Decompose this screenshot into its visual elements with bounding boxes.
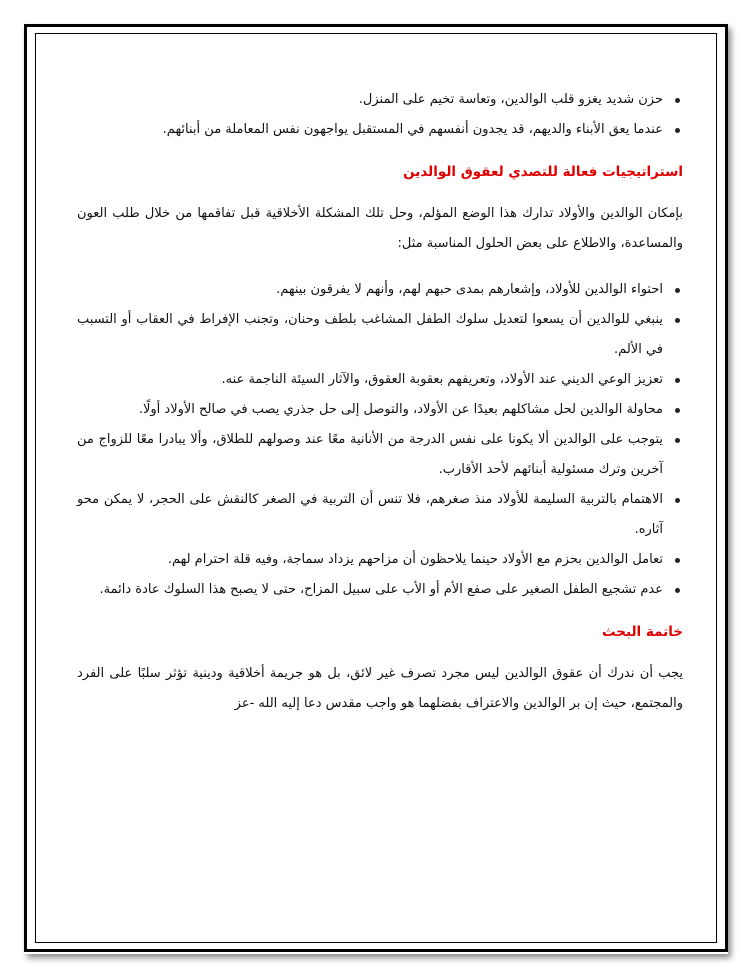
intro-bullet-list — [77, 85, 683, 145]
list-item: تعزيز الوعي الديني عند الأولاد، وتعريفهم بعقوبة العقوق، والآثار السيئة الناجمة عنه. — [77, 365, 663, 395]
list-item: يتوجب على الوالدين ألا يكونا على نفس الدرجة من الأنانية معًا عند وصولهم للطلاق، وألا يبادرا معًا للزواج من آخرين وترك مسئولية أبنائهم لأحد الأقارب. — [77, 425, 663, 485]
list-item: عندما يعق الأبناء والديهم، قد يجدون أنفسهم في المستقبل يواجهون نفس المعاملة من أبنائهم. — [77, 115, 663, 145]
strategies-list — [77, 275, 683, 605]
conclusion-paragraph: يجب أن ندرك أن عقوق الوالدين ليس مجرد تصرف غير لائق، بل هو جريمة أخلاقية ودينية تؤثر سلبًا على الفرد والمجتمع، حيث إن بر الوالدين والاعتراف بفضلهما هو واجب مقدس دعا إليه الله -عز — [77, 666, 683, 711]
list-item: محاولة الوالدين لحل مشاكلهم بعيدًا عن الأولاد، والتوصل إلى حل جذري يصب في صالح الأولاد أولًا. — [77, 395, 663, 425]
document-page — [24, 24, 728, 952]
section-heading-strategies: استراتيجيات فعالة للتصدي لعقوق الوالدين — [403, 164, 683, 180]
strategies-intro-paragraph: بإمكان الوالدين والأولاد تدارك هذا الوضع المؤلم، وحل تلك المشكلة الأخلاقية قبل تفاقمها من خلال طلب العون والمساعدة، والاطلاع على بعض الحلول المناسبة مثل: — [77, 206, 683, 251]
list-item: تعامل الوالدين بحزم مع الأولاد حينما يلاحظون أن مزاحهم يزداد سماجة، وفيه قلة احترام لهم. — [77, 545, 663, 575]
list-item: ينبغي للوالدين أن يسعوا لتعديل سلوك الطفل المشاغب بلطف وحنان، وتجنب الإفراط في العقاب أو التسبب في الألم. — [77, 305, 663, 365]
document-content — [77, 85, 683, 719]
list-item: عدم تشجيع الطفل الصغير على صفع الأم أو الأب على سبيل المزاح، حتى لا يصبح هذا السلوك عادة دائمة. — [77, 575, 663, 605]
list-item: الاهتمام بالتربية السليمة للأولاد منذ صغرهم، فلا تنس أن التربية في الصغر كالنقش على الحجر، لا يمكن محو آثاره. — [77, 485, 663, 545]
list-item: حزن شديد يغزو قلب الوالدين، وتعاسة تخيم على المنزل. — [77, 85, 663, 115]
section-heading-conclusion: خاتمة البحث — [601, 624, 683, 640]
list-item: احتواء الوالدين للأولاد، وإشعارهم بمدى حبهم لهم، وأنهم لا يفرقون بينهم. — [77, 275, 663, 305]
